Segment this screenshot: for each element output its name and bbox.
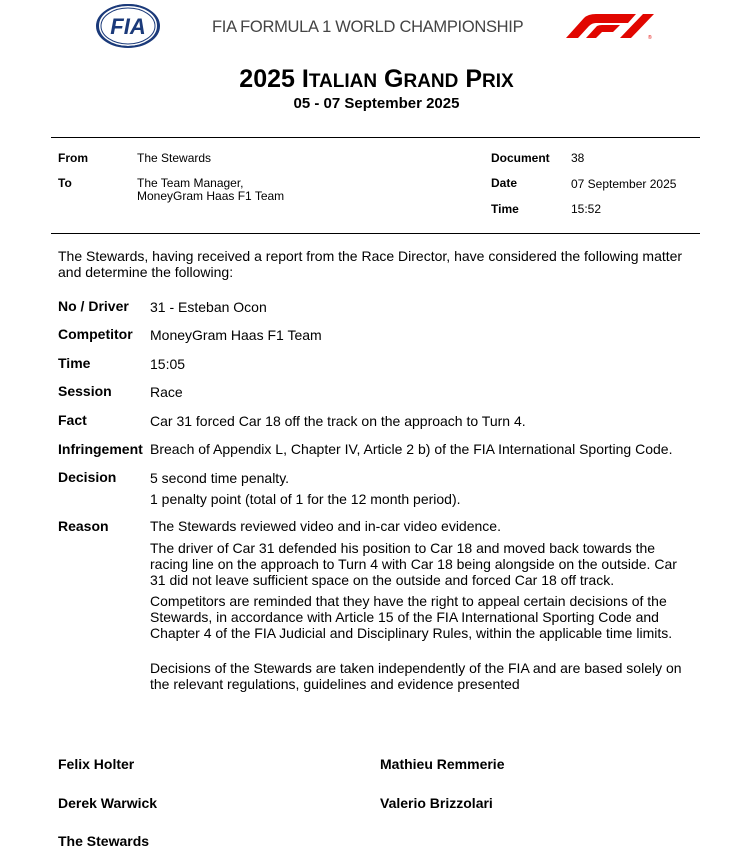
reason-label: Reason bbox=[58, 518, 109, 534]
intro-text: The Stewards, having received a report from the Race Director, have considered the following matter and determine the following: bbox=[58, 248, 683, 280]
steward-1: Felix Holter bbox=[58, 756, 135, 772]
steward-4: Valerio Brizzolari bbox=[380, 795, 493, 811]
event-word2-rest: RAND bbox=[403, 71, 459, 92]
to-value-line2: MoneyGram Haas F1 Team bbox=[137, 189, 285, 203]
steward-3: Derek Warwick bbox=[58, 795, 158, 811]
event-word1-initial: I bbox=[301, 65, 309, 93]
document-value: 38 bbox=[571, 151, 585, 165]
competitor-value: MoneyGram Haas F1 Team bbox=[150, 327, 322, 343]
fia-logo bbox=[96, 4, 160, 48]
event-word3-rest: RIX bbox=[482, 71, 514, 92]
infringement-label: Infringement bbox=[58, 441, 143, 457]
championship-title: FIA FORMULA 1 WORLD CHAMPIONSHIP bbox=[212, 18, 524, 36]
time-value: 15:52 bbox=[571, 202, 602, 216]
reason-paragraph-2: The driver of Car 31 defended his position to Car 18 and moved back towards the racing line on the approach to Turn 4 with Car 18 being alongside on the outside. Car 31 did not leave sufficient space on the outside and forced Car 18 off track. bbox=[150, 540, 677, 588]
infringement-value: Breach of Appendix L, Chapter IV, Article 2 b) of the FIA International Sporting Code. bbox=[150, 441, 673, 457]
driver-value: 31 - Esteban Ocon bbox=[150, 299, 267, 315]
driver-label: No / Driver bbox=[58, 298, 129, 314]
event-title bbox=[0, 65, 753, 94]
from-label: From bbox=[58, 151, 88, 165]
steward-2: Mathieu Remmerie bbox=[380, 756, 505, 772]
f1-logo bbox=[564, 12, 656, 40]
to-value-line1: The Team Manager, bbox=[137, 176, 244, 190]
competitor-label: Competitor bbox=[58, 326, 133, 342]
event-year: 2025 bbox=[239, 65, 295, 93]
time-row-label: Time bbox=[58, 355, 91, 371]
reason-paragraph-1: The Stewards reviewed video and in-car video evidence. bbox=[150, 518, 501, 534]
session-label: Session bbox=[58, 383, 112, 399]
event-word1-rest: TALIAN bbox=[308, 71, 378, 92]
time-label: Time bbox=[491, 202, 519, 216]
bottom-rule bbox=[51, 233, 700, 234]
document-label: Document bbox=[491, 151, 550, 165]
session-value: Race bbox=[150, 384, 183, 400]
decision-line2: 1 penalty point (total of 1 for the 12 month period). bbox=[150, 491, 461, 507]
date-label: Date bbox=[491, 176, 518, 190]
event-dates: 05 - 07 September 2025 bbox=[293, 95, 460, 112]
event-word2-initial: G bbox=[384, 65, 404, 93]
reason-paragraph-4: Decisions of the Stewards are taken independently of the FIA and are based solely on the relevant regulations, guidelines and evidence presented bbox=[150, 660, 682, 692]
decision-line1: 5 second time penalty. bbox=[150, 470, 290, 486]
date-value: 07 September 2025 bbox=[571, 177, 677, 191]
decision-label: Decision bbox=[58, 469, 117, 485]
fact-value: Car 31 forced Car 18 off the track on the approach to Turn 4. bbox=[150, 413, 526, 429]
stewards-footer: The Stewards bbox=[58, 833, 150, 849]
fact-label: Fact bbox=[58, 412, 87, 428]
svg-text:®: ® bbox=[648, 35, 652, 40]
event-word3-initial: P bbox=[465, 65, 483, 93]
top-rule bbox=[51, 137, 700, 138]
to-label: To bbox=[58, 176, 72, 190]
from-value: The Stewards bbox=[137, 151, 212, 165]
reason-paragraph-3: Competitors are reminded that they have the right to appeal certain decisions of the Stewards, in accordance with Article 15 of the FIA International Sporting Code and Chapter 4 of the FIA Judicial and Disciplinary Rules, within the applicable time limits. bbox=[150, 593, 673, 641]
time-row-value: 15:05 bbox=[150, 356, 186, 372]
fia-logo-text: FIA bbox=[110, 14, 146, 39]
